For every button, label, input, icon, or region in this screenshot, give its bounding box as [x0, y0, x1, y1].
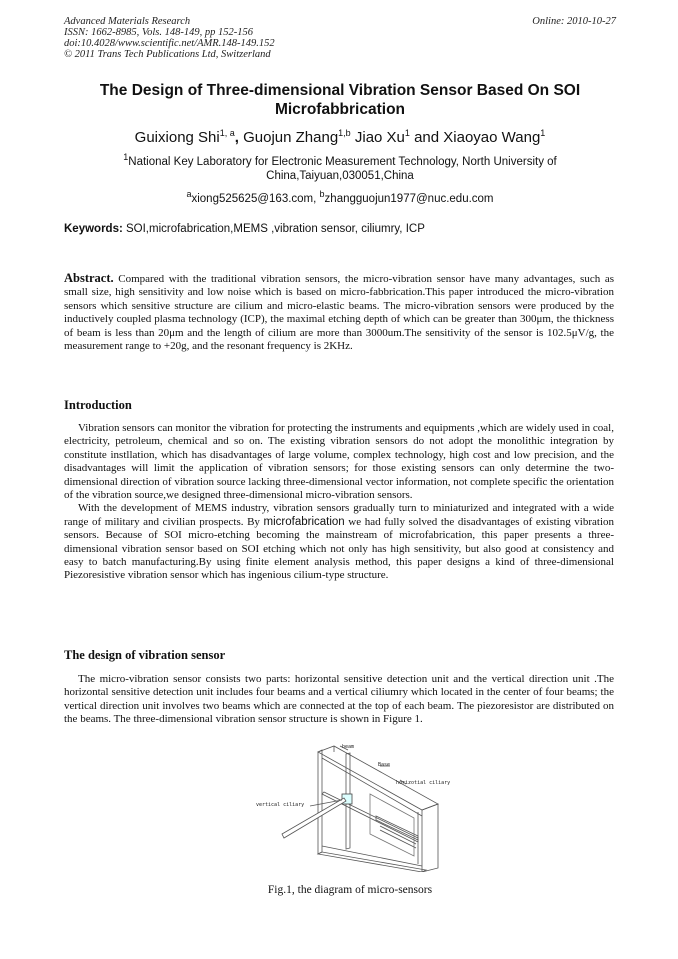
keywords-label: Keywords:: [64, 223, 123, 235]
author-name: Guojun Zhang: [243, 129, 339, 146]
figure-caption: Fig.1, the diagram of micro-sensors: [267, 884, 433, 896]
email-link[interactable]: zhangguojun1977@nuc.edu.com: [324, 192, 494, 205]
journal-name: Advanced Materials Research: [64, 16, 191, 27]
keywords: [64, 222, 616, 236]
section-heading-design: The design of vibration sensor: [64, 648, 226, 662]
email-sup: a: [186, 189, 192, 199]
author-sup: 1,b: [338, 128, 351, 138]
author-sup: 1: [404, 128, 410, 138]
label-vertical-ciliary: vertical ciliary: [256, 802, 305, 808]
abstract-text: Compared with the traditional vibration sensors, the micro-vibration sensor have many advantages, such as small size, high sensitivity and low noise which is based on micro-fabbrication.This paper introduced the micro-vibration sensors which sensitive structure are cilium and micro-elastic beams. The micro-vibration sensors were produced by the inductively coupled plasma technology (ICP), the maximal etching depth of which can be greater than 300μm, the thickness of beam is less than 20μm and the length of cilium are more than 3000um.The sensitivity of the sensor is 102.5μV/g, the measurement range to +20g, and the resonant frequency is 2KHz.: [64, 273, 614, 353]
author-sup: 1, a: [219, 128, 235, 138]
sensor-diagram: [250, 744, 450, 872]
keywords-text: SOI,microfabrication,MEMS ,vibration sensor, ciliumry, ICP: [126, 223, 425, 235]
email-sup: b: [319, 189, 325, 199]
paragraph: Vibration sensors can monitor the vibration for protecting the instruments and equipments ,which are widely used in coal, electricity, petroleum, chemical and so on. The existing vibration sensors do not adopt the monolithic integration by constitute instllation, which has disadvantages of large volume, complex technology, high cost and low precision, and the disadvantages will limit the application of vibration sensors; for those existing sensors can only determine the two-dimensional direction of vibration source lacking three-dimensional vector information, not complete specific the orientation of the vibration source,we designed three-dimensional micro-vibration sensors.: [64, 422, 614, 502]
affiliation: [80, 150, 600, 183]
online-date: Online: 2010-10-27: [532, 16, 616, 27]
design-body: [64, 673, 614, 727]
abstract-label: Abstract.: [64, 271, 114, 285]
author-name: Guixiong Shi: [134, 129, 220, 146]
author-name: and Xiaoyao Wang: [414, 129, 541, 146]
paragraph: The micro-vibration sensor consists two parts: horizontal sensitive detection unit and the vertical direction unit .The horizontal sensitive detection unit includes four beams and a vertical ciliumry which located in the center of four beams; the vertical direction unit involves two beams which are connected at the top of each beam. The piezoresistor are distributed on the beams. The three-dimensional vibration sensor structure is shown in Figure 1.: [64, 673, 614, 726]
label-horizontal-ciliary: horizotial ciliary: [396, 780, 450, 786]
paragraph-text: microfabrication: [263, 515, 345, 528]
journal-doi: doi:10.4028/www.scientific.net/AMR.148-149.152: [64, 38, 275, 49]
frame-right-edge: [422, 804, 438, 872]
journal-issn: ISSN: 1662-8985, Vols. 148-149, pp 152-156: [64, 27, 253, 38]
paragraph: [64, 502, 614, 582]
label-base: Base: [378, 762, 391, 768]
frame-left-edge: [318, 750, 322, 854]
frame-bottom-edge: [318, 852, 426, 872]
journal-header: [64, 16, 616, 60]
author-sup: 1: [540, 128, 546, 138]
frame-top-edge: [318, 746, 438, 810]
abstract: [64, 272, 614, 353]
author-list: Guixiong Shi$^{1, a}$, Guojun Zhang$^{1,b}$ Jiao Xu$^1$ and Xiaoyao Wang$^1$: [134, 128, 546, 146]
affiliation-sup: 1: [123, 152, 129, 162]
email-link[interactable]: xiong525625@163.com,: [191, 192, 317, 205]
journal-copyright: © 2011 Trans Tech Publications Ltd, Switzerland: [64, 49, 271, 60]
paper-title: The Design of Three-dimensional Vibration Sensor Based On SOI Microfabbrication: [99, 82, 581, 118]
affiliation-text: National Key Laboratory for Electronic Measurement Technology, North University of China,Taiyuan,030051,China: [128, 155, 557, 182]
author-name: Jiao Xu: [354, 129, 405, 146]
label-beam: beam: [342, 744, 355, 750]
author-emails: [80, 187, 600, 206]
paragraph-text: With the development of MEMS industry, vibration sensors gradually turn to miniaturized and integrated with a wide range of military and civilian prospects. By: [64, 502, 614, 528]
sensor-diagram-figure: [250, 744, 450, 872]
introduction-body: [64, 422, 614, 583]
section-heading-introduction: Introduction: [64, 398, 132, 412]
paragraph-text: we had fully solved the disadvantages of existing vibration sensors. Because of SOI micro-etching becoming the mainstream of microfabrication, this paper presents a three-dimensional vibration sensor based on SOI etching which not only has high sensitivity, but also good at consistency and easy to batch manufacturing.By using finite element analysis method, this paper designs a kind of three-dimensional Piezoresistive vibration sensor which has ingenious cilium-type structure.: [64, 515, 615, 582]
